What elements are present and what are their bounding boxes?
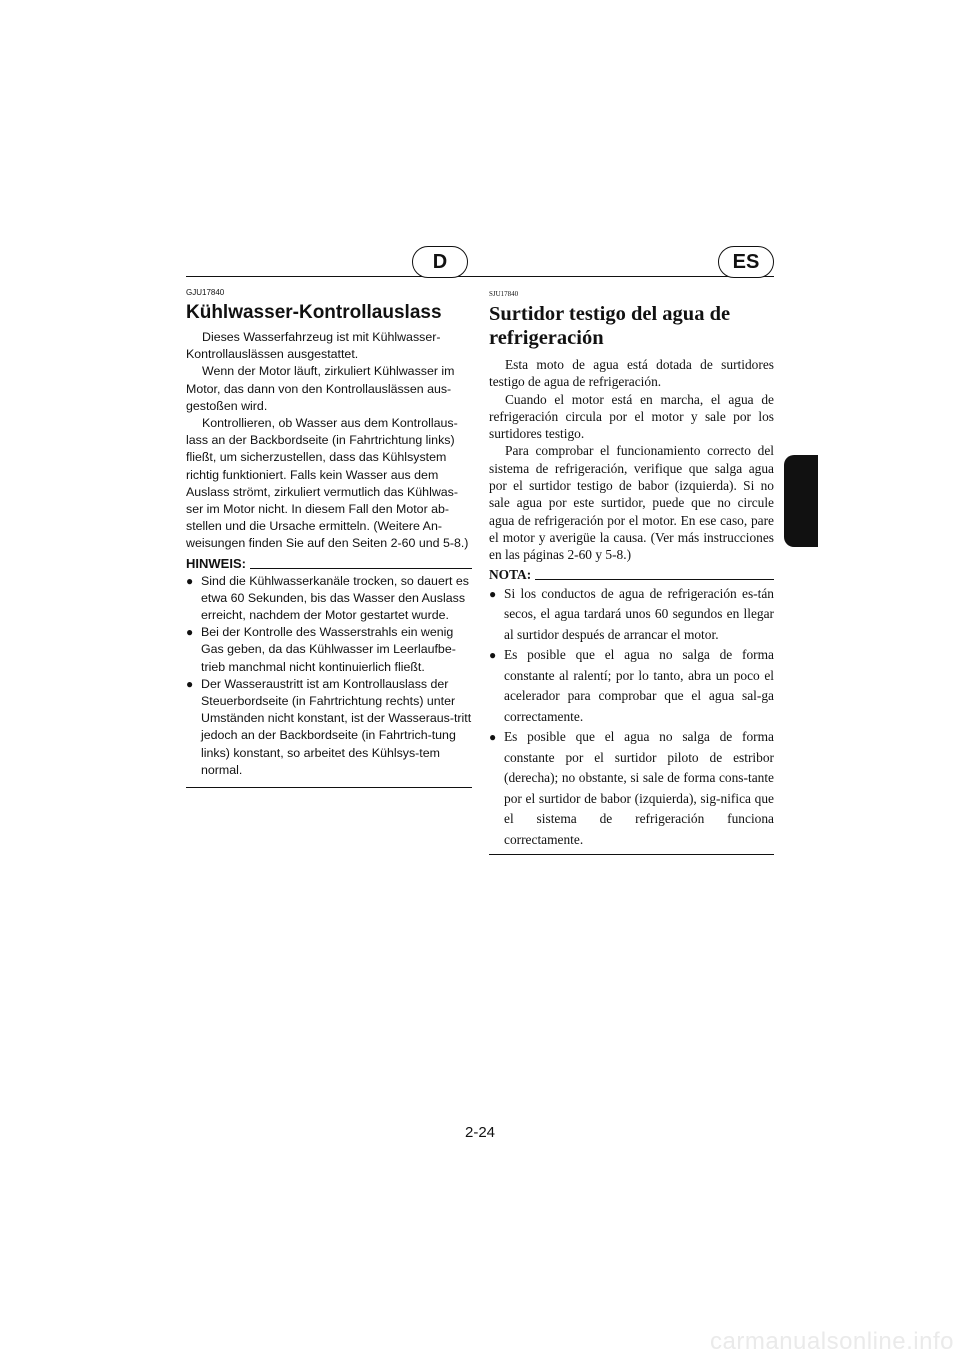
language-badge-es: ES — [718, 246, 774, 278]
note-heading — [186, 555, 472, 573]
language-badge-d: D — [412, 246, 468, 278]
german-column — [186, 288, 472, 788]
section-title: Surtidor testigo del agua de refrigeración — [489, 303, 731, 349]
note-rule — [535, 579, 774, 580]
watermark: carmanualsonline.info — [710, 1328, 954, 1355]
note-text: Es posible que el agua no salga de forma constante al ralentí; por lo tanto, abra un poco el acelerador para comprobar que el agua sal-ga correctamente. — [504, 647, 774, 724]
note-label: HINWEIS: — [186, 555, 246, 571]
section-code: SJU17840 — [489, 290, 519, 298]
note-text: Bei der Kontrolle des Wasserstrahls ein wenig Gas geben, da das Kühlwasser im Leerlaufbe-trieb manchmal nicht kontinuierlich fließt. — [201, 625, 456, 674]
bullet-icon: ● — [186, 573, 194, 588]
bullet-icon: ● — [186, 625, 194, 640]
note-item — [186, 676, 472, 779]
note-text: Si los conductos de agua de refrigeración es-tán secos, el agua tardará unos 60 segundos en llegar al surtidor después de arrancar el motor. — [504, 585, 774, 642]
paragraph: Kontrollieren, ob Wasser aus dem Kontrollaus-lass an der Backbordseite (in Fahrtrichtung links) fließt, um sicherzustellen, dass das Kühlsystem richtig funktioniert. Falls kein Wasser aus dem Auslass strömt, zirkuliert vermutlich das Kühlwas-ser im Motor nicht. In diesem Fall den Motor ab-stellen und die Ursache ermitteln. (Weitere An-weisungen finden Sie auf den Seiten 2-60 und 5-8.) — [186, 416, 469, 551]
header-rule — [186, 276, 774, 277]
bullet-icon: ● — [489, 730, 497, 745]
section-title: Kühlwasser-Kontrollauslass — [186, 302, 442, 323]
note-text: Der Wasseraustritt ist am Kontrollauslass der Steuerbordseite (in Fahrtrichtung rechts) unter Umständen nicht konstant, ist der Wasseraus-tritt jedoch an der Backbordseite (in Fahrtrich-tung links) konstant, so arbeitet des Kühlsys-tem normal. — [201, 676, 472, 777]
chapter-tab — [784, 455, 818, 547]
paragraph: Cuando el motor está en marcha, el agua de refrigeración circula por el motor y sale por los surtidores testigo. — [489, 391, 774, 442]
note-label: NOTA: — [489, 566, 532, 582]
note-text: Es posible que el agua no salga de forma constante por el surtidor piloto de estribor (derecha); no obstante, si sale de forma cons-tante por el surtidor de babor (izquierda), sig-nifica que el sistema de refrigeración funciona correctamente. — [504, 729, 774, 847]
paragraph: Esta moto de agua está dotada de surtidores testigo de agua de refrigeración. — [489, 357, 774, 390]
bullet-icon: ● — [186, 676, 194, 691]
paragraph: Dieses Wasserfahrzeug ist mit Kühlwasser-Kontrollauslässen ausgestattet. — [186, 330, 441, 362]
section-code: GJU17840 — [186, 288, 225, 297]
note-rule — [250, 568, 472, 569]
note-text: Sind die Kühlwasserkanäle trocken, so dauert es etwa 60 Sekunden, bis das Wasser den Auslass erreicht, nachdem der Motor gestartet wurde. — [201, 573, 469, 623]
note-item — [186, 573, 472, 625]
note-item — [489, 727, 774, 850]
spanish-column — [489, 290, 774, 855]
bullet-icon: ● — [489, 586, 497, 601]
page-number: 2-24 — [464, 1124, 496, 1141]
note-end-rule — [186, 787, 472, 788]
note-item — [489, 645, 774, 727]
note-end-rule — [489, 854, 774, 855]
paragraph: Para comprobar el funcionamiento correcto del sistema de refrigeración, verifique que salga agua por el surtidor testigo de babor (izquierda). Si no sale agua por este surtidor, puede que no circule agua de refrigeración por el motor. En ese caso, pare el motor y averigüe la causa. (Ver más instrucciones en las páginas 2-60 y 5-8.) — [489, 443, 774, 563]
note-heading — [489, 566, 774, 584]
note-item — [186, 624, 472, 676]
bullet-icon: ● — [489, 648, 497, 663]
note-item — [489, 584, 774, 646]
paragraph: Wenn der Motor läuft, zirkuliert Kühlwasser im Motor, das dann von den Kontrollauslässen aus-gestoßen wird. — [186, 364, 455, 413]
